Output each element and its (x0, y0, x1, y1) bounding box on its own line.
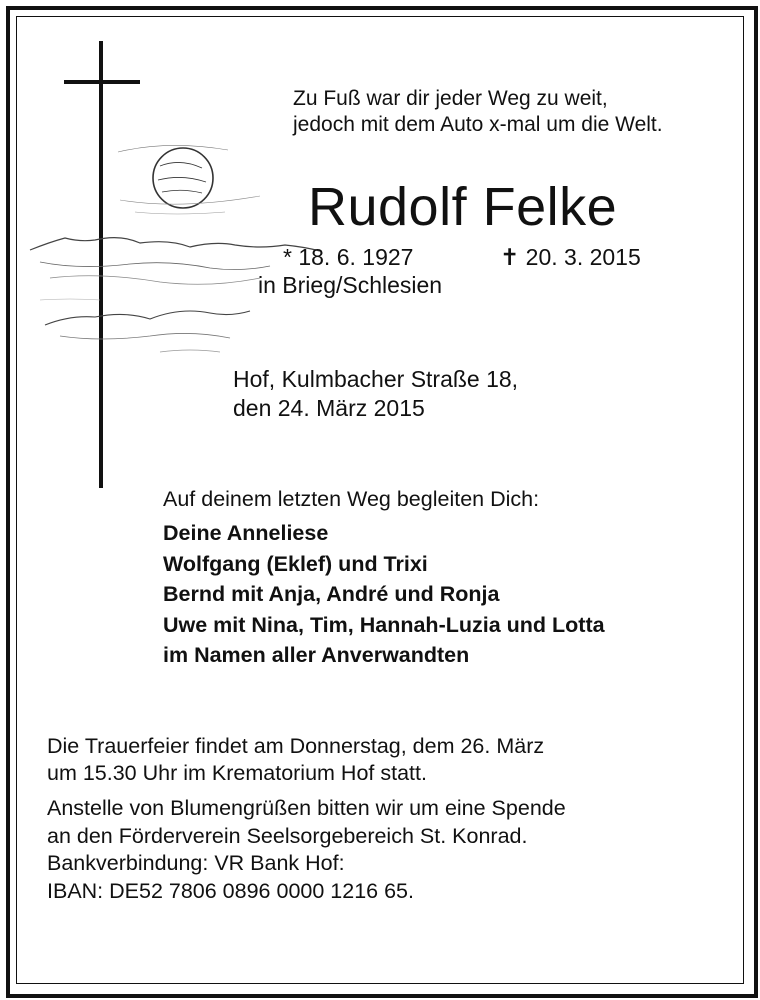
donation-line: Bankverbindung: VR Bank Hof: (47, 851, 345, 875)
notice-date: den 24. März 2015 (233, 395, 425, 421)
motto-line: Zu Fuß war dir jeder Weg zu weit, (293, 87, 608, 110)
funeral-info (47, 733, 544, 787)
mourners-list (163, 518, 605, 671)
donation-line: Anstelle von Blumengrüßen bitten wir um eine Spende (47, 796, 566, 820)
birth-date: * 18. 6. 1927 (283, 244, 414, 270)
deceased-name: Rudolf Felke (308, 177, 618, 237)
funeral-line: um 15.30 Uhr im Krematorium Hof statt. (47, 761, 427, 785)
motto (293, 86, 663, 138)
birthplace: in Brieg/Schlesien (258, 272, 443, 298)
death-date: ✝ 20. 3. 2015 (500, 244, 641, 270)
mourner-line: Deine Anneliese (163, 521, 329, 545)
mourners-intro: Auf deinem letzten Weg begleiten Dich: (163, 487, 540, 511)
donation-line: an den Förderverein Seelsorgebereich St. Konrad. (47, 823, 528, 848)
donation-info (47, 795, 566, 905)
mourner-line: Wolfgang (Eklef) und Trixi (163, 551, 428, 576)
motto-line: jedoch mit dem Auto x-mal um die Welt. (293, 113, 663, 136)
address: Hof, Kulmbacher Straße 18, (233, 366, 519, 392)
mourner-line: Bernd mit Anja, André und Ronja (163, 582, 500, 606)
mourner-line: Uwe mit Nina, Tim, Hannah-Luzia und Lotta (163, 612, 605, 637)
sun-icon (118, 145, 260, 214)
funeral-line: Die Trauerfeier findet am Donnerstag, dem 26. März (47, 734, 545, 758)
mourner-line: im Namen aller Anverwandten (163, 643, 470, 667)
iban-line: IBAN: DE52 7806 0896 0000 1216 65. (47, 878, 414, 903)
